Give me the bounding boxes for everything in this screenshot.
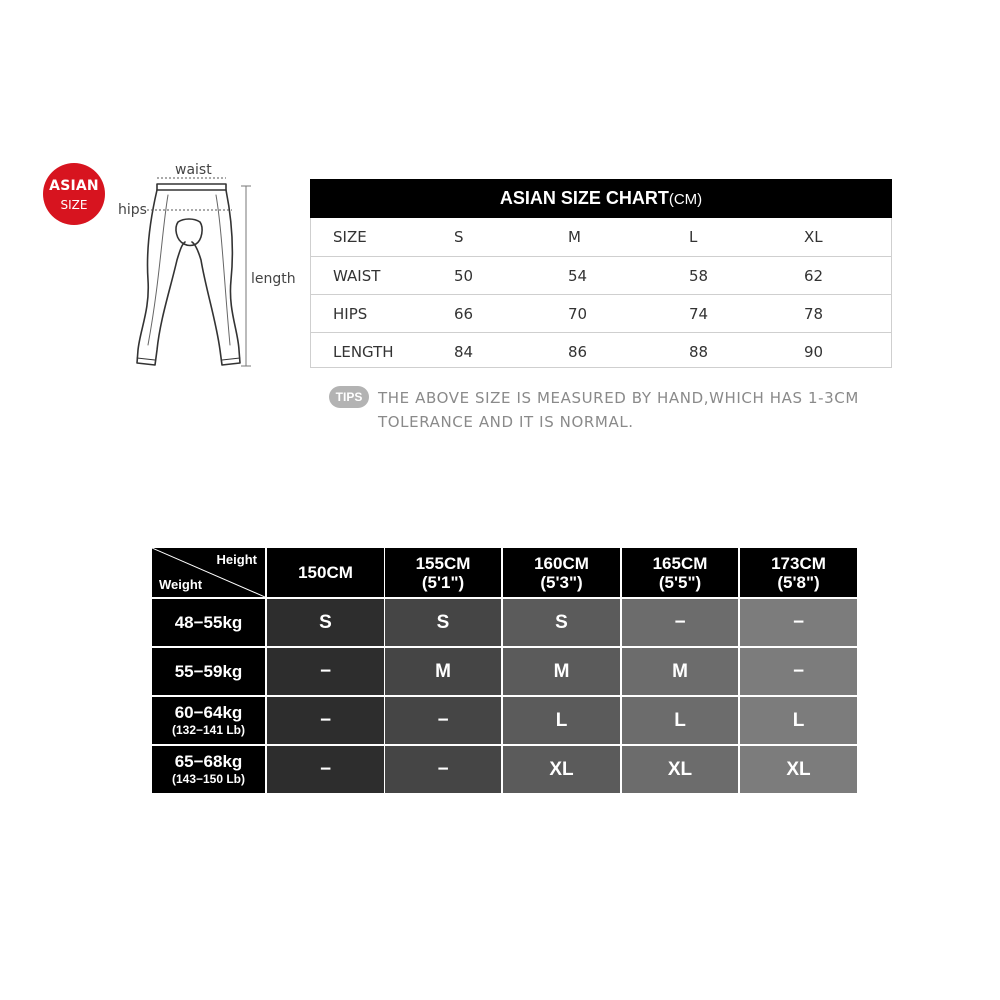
table-cell: 74 [689, 305, 709, 323]
height-imperial: (5'1") [421, 572, 465, 592]
size-cell: S [503, 599, 620, 646]
height-column-header [622, 548, 738, 597]
table-cell: 54 [568, 267, 588, 285]
size-cell: − [622, 599, 738, 646]
weight-row-header [152, 648, 265, 695]
weight-row-header [152, 697, 265, 744]
size-cell: L [503, 697, 620, 744]
size-cell: S [385, 599, 501, 646]
hips-label: hips [118, 202, 147, 218]
size-cell: M [622, 648, 738, 695]
height-imperial: (5'3") [540, 572, 583, 592]
size-chart-header-row [311, 218, 891, 256]
table-cell: M [568, 228, 581, 246]
height-column-header [740, 548, 857, 597]
size-cell: XL [622, 746, 738, 793]
table-cell: 62 [804, 267, 824, 285]
size-chart-title-text: ASIAN SIZE CHART [499, 188, 669, 208]
table-row [311, 256, 891, 295]
size-cell: − [267, 746, 384, 793]
table-cell: 58 [689, 267, 709, 285]
weight-kg: 55−59kg [174, 662, 243, 681]
table-cell: WAIST [333, 267, 381, 285]
height-cm: 160CM [534, 553, 589, 573]
table-cell: 66 [454, 305, 474, 323]
corner-header-cell [152, 548, 265, 597]
badge-line-1: ASIAN [49, 178, 99, 194]
size-cell: − [267, 648, 384, 695]
table-cell: 84 [454, 343, 474, 361]
table-row [311, 332, 891, 371]
table-cell: HIPS [333, 305, 368, 323]
size-cell: M [385, 648, 501, 695]
table-cell: 90 [804, 343, 824, 361]
weight-lb: (143−150 Lb) [171, 772, 246, 786]
table-cell: LENGTH [333, 343, 394, 361]
badge-line-2: SIZE [60, 198, 88, 212]
table-cell: L [689, 228, 698, 246]
table-cell: 50 [454, 267, 474, 285]
table-cell: SIZE [333, 228, 367, 246]
pants-outline-icon [120, 160, 300, 375]
size-chart-table [310, 218, 892, 368]
table-cell: 78 [804, 305, 824, 323]
height-cm: 165CM [652, 553, 708, 573]
size-cell: XL [503, 746, 620, 793]
size-cell: L [740, 697, 857, 744]
size-cell: − [385, 746, 501, 793]
height-imperial: (5'5") [658, 572, 702, 592]
height-cm: 155CM [415, 553, 471, 573]
table-cell: 88 [689, 343, 709, 361]
height-column-header [267, 548, 384, 597]
pants-diagram [120, 160, 300, 375]
height-axis-label: Height [216, 552, 257, 567]
size-cell: L [622, 697, 738, 744]
size-cell: XL [740, 746, 857, 793]
size-chart-title [310, 179, 892, 218]
table-cell: XL [804, 228, 823, 246]
tips-line-2: TOLERANCE AND IT IS NORMAL. [378, 413, 634, 431]
weight-row-header [152, 599, 265, 646]
height-imperial: (5'8") [777, 572, 820, 592]
size-cell: M [503, 648, 620, 695]
table-cell: 86 [568, 343, 588, 361]
height-weight-table [152, 548, 857, 794]
weight-kg: 65−68kg [174, 752, 243, 771]
weight-kg: 60−64kg [174, 703, 243, 722]
tips-text [378, 386, 918, 434]
weight-row-header [152, 746, 265, 793]
length-label: length [251, 271, 296, 287]
height-column-header [503, 548, 620, 597]
waist-label: waist [175, 162, 212, 178]
size-cell: − [740, 599, 857, 646]
height-cm: 150CM [298, 563, 353, 582]
table-cell: 70 [568, 305, 588, 323]
size-cell: S [267, 599, 384, 646]
size-cell: − [385, 697, 501, 744]
size-chart-unit: (CM) [668, 191, 703, 208]
height-cm: 173CM [771, 553, 826, 573]
tips-line-1: THE ABOVE SIZE IS MEASURED BY HAND,WHICH HAS 1-3CM [378, 389, 859, 407]
height-column-header [385, 548, 501, 597]
size-cell: − [267, 697, 384, 744]
weight-lb: (132−141 Lb) [171, 723, 246, 737]
size-cell: − [740, 648, 857, 695]
weight-kg: 48−55kg [174, 613, 243, 632]
asian-size-badge [43, 163, 105, 225]
tips-badge: TIPS [329, 386, 369, 408]
table-cell: S [454, 228, 464, 246]
table-row [311, 294, 891, 333]
weight-axis-label: Weight [159, 577, 203, 592]
